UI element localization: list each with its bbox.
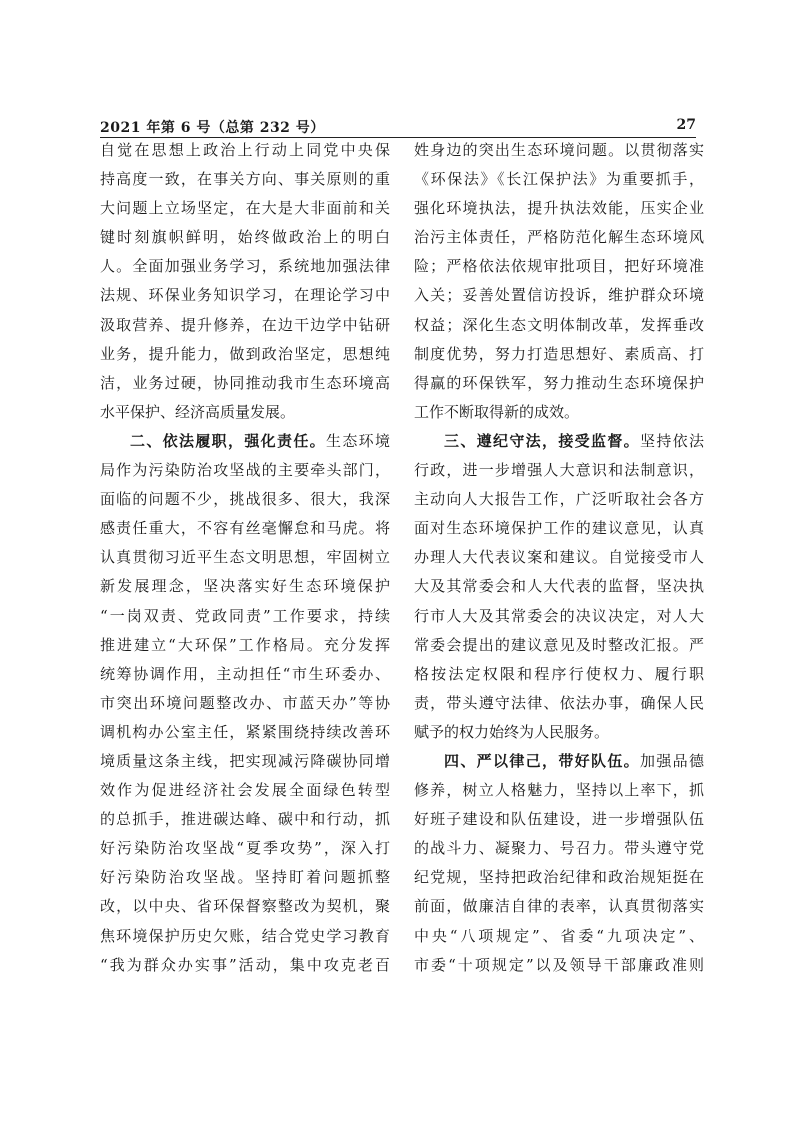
text-line: 制度优势，努力打造思想好、素质高、打 xyxy=(414,344,704,363)
text-line: 好班子建设和队伍建设，进一步增强队伍 xyxy=(414,810,704,829)
section-heading-line xyxy=(414,427,704,456)
text-line: 《环保法》《长江保护法》为重要抓手， xyxy=(414,170,704,189)
section-heading: 二、依法履职，强化责任。 xyxy=(130,431,326,450)
text-line: 境质量这条主线，把实现减污降碳协同增 xyxy=(100,751,390,770)
text-line: 强化环境执法，提升执法效能，压实企业 xyxy=(414,199,704,218)
issue-label: 2021 年第 6 号（总第 232 号） xyxy=(100,120,325,136)
text-line: 主动向人大报告工作，广泛听取社会各方 xyxy=(414,490,704,509)
text-line: 洁，业务过硬，协同推动我市生态环境高 xyxy=(100,373,390,392)
section-heading: 四、严以律己，带好队伍。 xyxy=(444,751,640,770)
text-line: 工作不断取得新的成效。 xyxy=(414,402,580,421)
text-line: 格按法定权限和程序行使权力、履行职 xyxy=(414,664,704,683)
text-line: 险；严格依法依规审批项目，把好环境准 xyxy=(414,257,704,276)
text-line: 大问题上立场坚定，在大是大非面前和关 xyxy=(100,199,390,218)
right-column xyxy=(414,136,704,980)
text-line: “我为群众办实事”活动，集中攻克老百 xyxy=(100,955,390,974)
text-line: 认真贯彻习近平生态文明思想，牢固树立 xyxy=(100,548,390,567)
text-line: 修养，树立人格魅力，坚持以上率下，抓 xyxy=(414,781,704,800)
text-line: 持高度一致，在事关方向、事关原则的重 xyxy=(100,170,390,189)
text-line: 治污主体责任，严格防范化解生态环境风 xyxy=(414,228,704,247)
text-line: 姓身边的突出生态环境问题。以贯彻落实 xyxy=(414,141,704,159)
text-line: 局作为污染防治攻坚战的主要牵头部门， xyxy=(100,461,390,480)
text-line: 调机构办公室主任，紧紧围绕持续改善环 xyxy=(100,722,390,741)
text-line: 行政，进一步增强人大意识和法制意识， xyxy=(414,461,704,480)
text-line: 效作为促进经济社会发展全面绿色转型 xyxy=(100,781,390,800)
text-line: 法规、环保业务知识学习，在理论学习中 xyxy=(100,286,390,305)
text-line: 中央“八项规定”、省委“九项决定”、 xyxy=(414,926,704,945)
text-line: 业务，提升能力，做到政治坚定，思想纯 xyxy=(100,344,390,363)
text-line: 办理人大代表议案和建议。自觉接受市人 xyxy=(414,548,704,567)
text-line: 汲取营养、提升修养，在边干边学中钻研 xyxy=(100,315,390,334)
text-span: 加强品德 xyxy=(639,751,704,770)
text-line: 市突出环境问题整改办、市蓝天办”等协 xyxy=(100,693,390,712)
text-line: 赋予的权力始终为人民服务。 xyxy=(414,722,610,741)
text-line: 责，带头遵守法律、依法办事，确保人民 xyxy=(414,693,704,712)
text-line: 统筹协调作用，主动担任“市生环委办、 xyxy=(100,664,390,683)
section-heading: 三、遵纪守法，接受监督。 xyxy=(444,431,640,450)
text-span: 生态环境 xyxy=(325,431,390,450)
text-line: 面临的问题不少，挑战很多、很大，我深 xyxy=(100,490,390,509)
text-line: 的总抓手，推进碳达峰、碳中和行动，抓 xyxy=(100,810,390,829)
page-number: 27 xyxy=(676,117,696,133)
text-line: 行市人大及其常委会的决议决定，对人大 xyxy=(414,606,704,625)
text-line: 焦环境保护历史欠账，结合党史学习教育 xyxy=(100,926,390,945)
text-line: 自觉在思想上政治上行动上同党中央保 xyxy=(100,141,390,159)
text-line: 新发展理念，坚决落实好生态环境保护 xyxy=(100,577,390,596)
text-line: 纪党规，坚持把政治纪律和政治规矩挺在 xyxy=(414,868,704,887)
text-line: 推进建立“大环保”工作格局。充分发挥 xyxy=(100,635,390,654)
text-line: 常委会提出的建议意见及时整改汇报。严 xyxy=(414,635,704,654)
text-line: 市委“十项规定”以及领导干部廉政准则 xyxy=(414,955,704,974)
text-line: 权益；深化生态文明体制改革，发挥垂改 xyxy=(414,315,704,334)
text-line: 得赢的环保铁军，努力推动生态环境保护 xyxy=(414,373,704,392)
section-heading-line xyxy=(100,427,390,456)
text-line: 好污染防治攻坚战。坚持盯着问题抓整 xyxy=(100,868,390,887)
text-line: 好污染防治攻坚战“夏季攻势”，深入打 xyxy=(100,839,390,858)
text-line: “一岗双责、党政同责”工作要求，持续 xyxy=(100,606,390,625)
text-line: 键时刻旗帜鲜明，始终做政治上的明白 xyxy=(100,228,390,247)
text-line: 前面，做廉洁自律的表率，认真贯彻落实 xyxy=(414,897,704,916)
section-heading-line xyxy=(414,747,704,776)
text-line: 面对生态环境保护工作的建议意见，认真 xyxy=(414,519,704,538)
text-line: 改，以中央、省环保督察整改为契机，聚 xyxy=(100,897,390,916)
text-line: 水平保护、经济高质量发展。 xyxy=(100,402,296,421)
text-line: 入关；妥善处置信访投诉，维护群众环境 xyxy=(414,286,704,305)
text-line: 人。全面加强业务学习，系统地加强法律 xyxy=(100,257,390,276)
text-line: 感责任重大，不容有丝毫懈怠和马虎。将 xyxy=(100,519,390,538)
text-line: 的战斗力、凝聚力、号召力。带头遵守党 xyxy=(414,839,704,858)
text-span: 坚持依法 xyxy=(639,431,704,450)
left-column xyxy=(100,136,390,980)
text-line: 大及其常委会和人大代表的监督，坚决执 xyxy=(414,577,704,596)
running-header xyxy=(100,117,696,138)
